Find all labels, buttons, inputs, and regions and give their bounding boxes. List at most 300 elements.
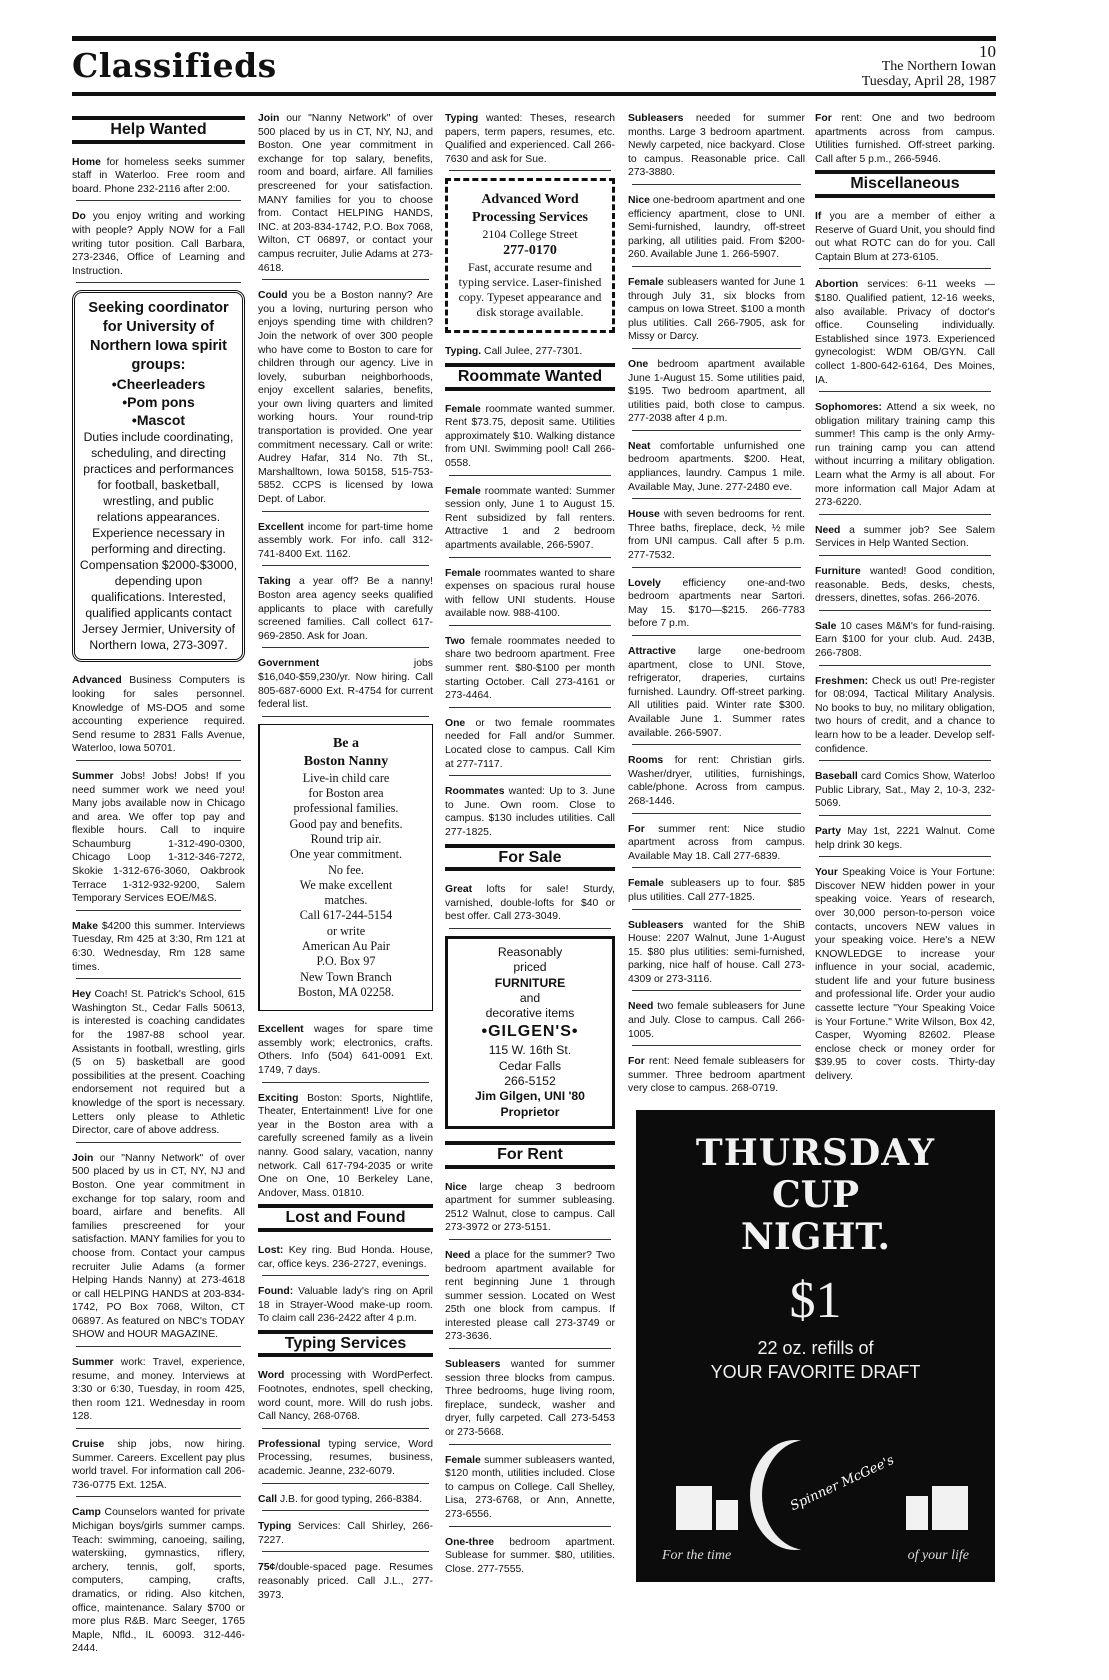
ad-divider <box>76 1428 241 1430</box>
ad-lead-word: House <box>628 509 660 521</box>
ad-text: rent: Need female subleasers for summer. Three bedroom apartment very close to campus. 268-0719. <box>628 1056 805 1095</box>
ad-text: subleasers wanted for June 1 through July 31, six blocks from campus on Iowa Street. $100 a month plus utilities. Call 266-7905, ask for Missy or Darcy. <box>628 276 805 343</box>
classified-ad <box>628 440 805 494</box>
display-ad-line: •GILGEN'S• <box>481 1023 579 1041</box>
classified-ad <box>445 1454 615 1522</box>
ad-divider <box>449 707 611 709</box>
ad-lead-word: Taking <box>258 576 291 588</box>
display-ad-line: decorative items <box>485 1006 575 1021</box>
ad-divider <box>632 813 801 815</box>
ad-text: you are a member of either a Reserve of Guard Unit, you should find out what ROTC can do for you. Call Captain Blum at 273-6105. <box>815 210 995 263</box>
ad-text: Business Computers is looking for sales personnel. Knowledge of MS-DO5 and some accounting experience required. Send resume to 2831 Falls Avenue, Waterloo, Iowa 50701. <box>72 675 245 755</box>
ad-lead-word: Typing <box>445 113 479 124</box>
classified-ad <box>628 276 805 344</box>
ad-lead-word: If <box>815 210 822 222</box>
ad-divider <box>449 475 611 477</box>
display-ad-box <box>72 290 245 662</box>
ad-text: lofts for sale! Sturdy, varnished, double-lofts for $40 or best offer. Call 273-3049. <box>445 884 615 923</box>
ad-lead-word: Freshmen: <box>815 675 869 687</box>
ad-divider <box>632 635 801 637</box>
ad-lead-word: Subleasers <box>445 1359 501 1371</box>
classified-ad <box>445 485 615 553</box>
ad-lead-word: Baseball <box>815 771 858 783</box>
ad-divider <box>819 815 991 817</box>
ad-divider <box>632 430 801 432</box>
promo-line-1: THURSDAY <box>695 1132 936 1174</box>
display-ad-line: Boston Nanny <box>303 753 389 769</box>
classified-ad <box>815 565 995 606</box>
ad-lead-word: Neat <box>628 440 651 452</box>
classified-ad <box>72 1152 245 1342</box>
ad-lead-word: Typing. <box>445 346 482 358</box>
ad-lead-word: For <box>815 113 832 124</box>
ad-divider <box>262 1510 429 1512</box>
display-ad-line: P.O. Box 97 <box>316 954 376 969</box>
classified-ad <box>72 770 245 906</box>
ad-text: comfortable unfurnished one bedroom apartments. $200. Heat, appliances, laundry. Campus 1 mile. Available May, June. 277-2480 eve. <box>628 440 805 493</box>
ad-text: a place for the summer? Two bedroom apartment available for rent beginning June 1 through summer session. Located on West 25th one block from campus. If interested please call 273-3749 or 273-3636. <box>445 1249 615 1343</box>
top-rule <box>72 36 996 41</box>
ad-divider <box>262 716 429 718</box>
classified-ad <box>258 1369 433 1423</box>
column-5 <box>815 112 995 1088</box>
ad-lead-word: Furniture <box>815 566 861 578</box>
classified-ad <box>258 1244 433 1271</box>
ad-text: you be a Boston nanny? Are you a loving, nurturing person who enjoys spending time with children? Join the network of over 300 people who have come to Boston to care for children through our agency. Live in lovely, suburban neighborhoods, enjoy excellent salaries, benefits, your own living quarters and limited working hours. Your round-trip transportation is provided. One year commitment necessary. Call or write: Audrey Hafar, 314 No. 7th St., Marshalltown, Iowa 50158, 515-753-5852. CCPS is licensed by Iowa Dept. of Labor. <box>258 290 433 506</box>
classified-ad <box>815 278 995 387</box>
column-3 <box>445 112 615 1580</box>
ad-divider <box>632 1045 801 1047</box>
ad-lead-word: Need <box>445 1249 471 1261</box>
display-ad-line: professional families. <box>293 801 399 816</box>
display-ad-line: Jim Gilgen, UNI '80 <box>475 1089 585 1104</box>
ad-text: J.B. for good typing, 266-8384. <box>277 1493 423 1505</box>
promo-tagline-left: For the time <box>662 1548 732 1563</box>
ad-text: bedroom apartment. Sublease for summer. $80, utilities. Close. 277-7555. <box>445 1536 615 1575</box>
ad-divider <box>632 184 801 186</box>
display-ad-line: One year commitment. <box>289 847 403 862</box>
ad-lead-word: Cruise <box>72 1439 105 1451</box>
ad-lead-word: Exciting <box>258 1092 299 1104</box>
ad-divider <box>449 1526 611 1528</box>
section-header: Roommate Wanted <box>445 363 615 391</box>
ad-text: summer rent: Nice studio apartment across from campus. Available May 18. Call 277-6839. <box>628 823 805 862</box>
classified-ad <box>815 210 995 264</box>
display-ad-line: Be a <box>332 735 360 751</box>
ad-divider <box>449 1239 611 1241</box>
ad-divider <box>449 1348 611 1350</box>
classified-ad <box>258 1023 433 1077</box>
thursday-cup-night-ad <box>636 1110 995 1582</box>
display-ad-line: for Boston area <box>308 786 384 801</box>
ad-text: roommate wanted summer. Rent $73.75, deposit same. Utilities approximately $10. Walking distance from UNI. Swimming pool! Call 266-0558. <box>445 403 615 469</box>
ad-text: for rent: Christian girls. Washer/dryer, utilities, furnishings, cable/phone. Across from campus. 268-1446. <box>628 755 805 807</box>
ad-divider <box>262 1275 429 1277</box>
ad-lead-word: Found: <box>258 1286 294 1298</box>
ad-lead-word: Female <box>445 567 481 579</box>
ad-divider <box>632 990 801 992</box>
column-1 <box>72 112 245 1660</box>
section-header: For Rent <box>445 1141 615 1169</box>
skyline-right-small-icon <box>906 1496 928 1530</box>
page-number: 10 <box>979 42 996 61</box>
ad-divider <box>632 909 801 911</box>
ad-text: wanted: Theses, research papers, term papers, resumes, etc. Qualified and experienced. Call 266-7630 and ask for Sue. <box>445 113 615 165</box>
ad-text: wanted for the ShiB House: 2207 Walnut, June 1-August 15. $80 plus utilities: semi-furnished, parking, nice half of house. Call 273-4309 or 273-3116. <box>628 919 805 985</box>
ad-lead-word: Professional <box>258 1438 321 1450</box>
display-ad-line: priced <box>513 960 547 975</box>
ad-text: roommate wanted: Summer session only, June 1 to August 15. Rent subsidized by fall renters. Attractive 1 and 2 bedroom apartments available, 266-5907. <box>445 485 615 551</box>
display-ad-line: •Mascot <box>131 412 186 429</box>
classified-ad <box>628 919 805 987</box>
ad-divider <box>819 514 991 516</box>
ad-lead-word: Join <box>258 113 280 124</box>
ad-divider <box>449 1444 611 1446</box>
classified-ad <box>258 1092 433 1201</box>
column-2 <box>258 112 433 1606</box>
classified-ad <box>628 645 805 740</box>
classified-ad <box>445 1249 615 1344</box>
ad-lead-word: Nice <box>445 1181 467 1193</box>
ad-text: Boston: Sports, Nightlife, Theater, Entertainment! Live for one year in the Boston area with a carefully screened family as a livein nanny. Good salary, vacation, nanny network. Call 617-794-2035 or write One on One, 10 Berkeley Lane, Andover, Mass. 01810. <box>258 1092 433 1199</box>
ad-lead-word: Female <box>445 485 481 497</box>
ad-lead-word: Female <box>628 276 664 288</box>
ad-divider <box>632 867 801 869</box>
ad-text: roommates wanted to share expenses on spacious rural house with fellow UNI students. House available now. 988-4100. <box>445 567 615 620</box>
ad-divider <box>632 348 801 350</box>
ad-lead-word: Could <box>258 290 288 302</box>
display-ad-line: Good pay and benefits. <box>289 816 403 831</box>
skyline-left-small-icon <box>716 1500 738 1530</box>
ad-lead-word: One-three <box>445 1536 495 1548</box>
ad-divider <box>449 170 611 172</box>
ad-text: bedroom apartment available June 1-August 15. Some utilities paid, $195. Two bedroom apartment, all utilities paid, both close to campus. 277-2038 after 4 p.m. <box>628 358 805 425</box>
ad-lead-word: Sophomores: <box>815 402 882 414</box>
display-ad-line: and <box>519 990 541 1005</box>
display-ad-line: 266-5152 <box>504 1074 556 1089</box>
ad-text: you enjoy writing and working with people? Apply NOW for a Fall writing tutor position. Call Barbara, 273-2346, Office of Learning and Instruction. <box>72 211 245 277</box>
ad-divider <box>262 1551 429 1553</box>
classified-ad <box>258 1561 433 1602</box>
ad-text: ship jobs, now hiring. Summer. Careers. Excellent pay plus world travel. For information call 206-736-0775 Ext. 125A. <box>72 1439 245 1491</box>
ad-divider <box>819 555 991 557</box>
classified-ad <box>445 635 615 703</box>
ad-text: large cheap 3 bedroom apartment for summer subleasing. 2512 Walnut, close to campus. Call 273-3972 or 273-5151. <box>445 1181 615 1234</box>
ad-divider <box>632 498 801 500</box>
ad-lead-word: Join <box>72 1152 94 1164</box>
ad-text: wanted: Up to 3. June to June. Own room. Close to campus. $130 includes utilities. Call 277-1825. <box>445 786 615 838</box>
ad-lead-word: Camp <box>72 1507 101 1519</box>
ad-text: two female subleasers for June and July. Close to campus. Call 266-1005. <box>628 1001 805 1040</box>
classified-ad <box>815 620 995 661</box>
ad-text: services: 6-11 weeks —$180. Qualified patient, 12-16 weeks, also available. Privacy of doctor's office. Counseling individually. Established since 1973. Experienced gynecologist: WDM OB/GYN. Call collect 1-800-642-6164, Des Moines, IA. <box>815 279 995 386</box>
ad-lead-word: Nice <box>628 194 650 206</box>
classified-ad <box>72 920 245 974</box>
classified-ad <box>815 866 995 1084</box>
spinner-mcgees-logo: Spinner McGee's <box>788 1452 897 1515</box>
promo-draft: YOUR FAVORITE DRAFT <box>710 1362 921 1382</box>
ad-divider <box>819 856 991 858</box>
promo-line-3: NIGHT. <box>740 1216 891 1258</box>
skyline-left-icon <box>676 1486 712 1530</box>
display-ad-line: Live-in child care <box>302 770 390 785</box>
ad-lead-word: Lovely <box>628 577 661 589</box>
ad-divider <box>449 625 611 627</box>
display-ad-line: Cedar Falls <box>498 1058 562 1073</box>
ad-lead-word: Female <box>445 1454 481 1466</box>
classified-ad <box>72 156 245 197</box>
ad-text: large one-bedroom apartment, close to UNI. Stove, refrigerator, draperies, curtains furnished. Laundry. Off-street parking. All utilities paid. Winter rate $300. Available June 1. Summer rates available. 266-5907. <box>628 646 805 739</box>
ad-lead-word: For <box>628 1056 645 1068</box>
ad-divider <box>449 557 611 559</box>
ad-divider <box>449 928 611 930</box>
ad-lead-word: Word <box>258 1370 285 1382</box>
display-ad-line: 2104 College Street <box>482 227 578 242</box>
display-ad-line: 115 W. 16th St. <box>488 1043 572 1058</box>
display-ad-line: No fee. <box>328 862 364 877</box>
masthead-info <box>862 44 996 89</box>
promo-refills: 22 oz. refills of <box>757 1338 874 1358</box>
ad-text: work: Travel, experience, resume, and money. Interviews at 3:30 or 6:30, Tuesday, in room 425, then room 121. Wednesday in room 128. <box>72 1357 245 1423</box>
classified-ad <box>445 883 615 924</box>
classified-ad <box>628 877 805 904</box>
ad-divider <box>449 775 611 777</box>
display-ad-line: Round trip air. <box>310 831 382 846</box>
ad-divider <box>632 567 801 569</box>
classified-ad <box>445 1358 615 1440</box>
display-ad-line: Advanced Word Processing Services <box>472 192 588 226</box>
classified-ad <box>72 1356 245 1424</box>
header-rule <box>72 92 996 96</box>
classified-ad <box>445 1536 615 1577</box>
ad-divider <box>76 1346 241 1348</box>
ad-text: Attend a six week, no obligation military training camp this summer! This camp is the only Army-run training camp you can attend without incurring a military obligation. Learn what the Army is all about. For more information call Major Adam at 273-6220. <box>815 402 995 509</box>
ad-divider <box>262 647 429 649</box>
display-ad-line: matches. <box>324 893 368 908</box>
ad-text: Call Julee, 277-7301. <box>481 346 583 358</box>
ad-divider <box>76 910 241 912</box>
ad-text: income for part-time home assembly work. For info. call 312-741-8400 Ext. 1162. <box>258 521 433 560</box>
section-header: Lost and Found <box>258 1204 433 1232</box>
ad-text: Counselors wanted for private Michigan boys/girls summer camps. Teach: swimming, canoeing, sailing, waterskiing, gymnastics, riflery, archery, tennis, golf, sports, computers, camping, crafts, dramatics, or riding. Also kitchen, office, maintenance. Salary $700 or more plus R&B. Marc Seeger, 1765 Maple, Nfld., IL 60093. 312-446-2444. <box>72 1507 245 1655</box>
classified-ad <box>815 112 995 166</box>
classified-ad <box>628 358 805 426</box>
ad-lead-word: Two <box>445 635 466 647</box>
classified-ad <box>815 524 995 551</box>
ad-divider <box>819 268 991 270</box>
ad-divider <box>76 978 241 980</box>
ad-lead-word: Government <box>258 658 320 670</box>
ad-divider <box>632 266 801 268</box>
ad-lead-word: Typing <box>258 1521 292 1533</box>
ad-text: May 1st, 2221 Walnut. Come help drink 30 kegs. <box>815 825 995 851</box>
ad-lead-word: Female <box>445 403 481 415</box>
ad-lead-word: For <box>628 823 645 835</box>
display-ad-box <box>258 724 433 1011</box>
display-ad-line: Fast, accurate resume and typing service. Laser-finished copy. Typeset appearance and disk storage available. <box>458 260 602 320</box>
display-ad-line: Call 617-244-5154 <box>299 908 393 923</box>
ad-text: efficiency one-and-two bedroom apartments near Sartori. May 15. $170—$215. 266-7783 before 7 p.m. <box>628 577 805 630</box>
classified-ad <box>815 675 995 757</box>
classified-ad <box>258 112 433 275</box>
ad-text: Valuable lady's ring on April 18 in Strayer-Wood make-up room. To claim call 236-2422 after 4 p.m. <box>258 1286 433 1325</box>
ad-text: Services: Call Shirley, 266-7227. <box>258 1521 433 1546</box>
ad-lead-word: Female <box>628 878 664 890</box>
classified-ad <box>72 674 245 756</box>
ad-divider <box>819 760 991 762</box>
classified-ad <box>445 567 615 621</box>
classified-ad <box>815 770 995 811</box>
display-ad-line: 277-0170 <box>503 243 557 259</box>
classified-ad <box>445 403 615 471</box>
ad-divider <box>819 391 991 393</box>
classified-ad <box>72 988 245 1138</box>
ad-divider <box>76 282 241 284</box>
skyline-right-icon <box>932 1486 968 1530</box>
ad-divider <box>76 1496 241 1498</box>
ad-text: wanted! Good condition, reasonable. Beds, desks, chests, dressers, dinettes, sofas. 266-2076. <box>815 566 995 605</box>
display-ad-line: New Town Branch <box>300 969 392 984</box>
classified-ad <box>628 112 805 180</box>
ad-text: Jobs! Jobs! Jobs! If you need summer work we need you! Many jobs available now in Chicago and area. We offer top pay and flexible hours. Call to inquire Schaumburg 1-312-490-0300, Chicago Loop 1-312-346-7272, Skokie 1-312-676-3060, Oakbrook Terrace 1-312-932-9200, Salem Temporary Services EOE/M&S. <box>72 770 245 905</box>
classified-ad <box>258 521 433 562</box>
display-ad-line: American Au Pair <box>302 939 390 954</box>
ad-text: wanted for summer session three blocks from campus. Three bedrooms, huge living room, fireplace, sundeck, washer and dryer, fully carpeted. Call 273-5453 or 273-5668. <box>445 1359 615 1439</box>
ad-lead-word: 75¢ <box>258 1562 276 1574</box>
display-ad-line: or write <box>326 923 366 938</box>
display-ad-box <box>445 178 615 333</box>
promo-line-2: CUP <box>771 1174 860 1216</box>
ad-lead-word: One <box>628 358 649 370</box>
ad-divider <box>262 565 429 567</box>
section-header: For Sale <box>445 844 615 872</box>
ad-text: our "Nanny Network" of over 500 placed by us in CT, NY, NJ and Boston. One year commitment in exchange for top salary, room and board, airfare and benefits. All families prescreened for your satisfaction. MANY families for you to choose from. Contact your campus recruiter Julie Adams (a former Helping Hands Nanny) at 273-4618 or call HELPING HANDS at 203-834-1742, PO Box 7068, Wilton, CT 06897. As featured on NBC's TODAY SHOW and HOUR MAGAZINE. <box>72 1152 245 1341</box>
ad-text: needed for summer months. Large 3 bedroom apartment. Newly carpeted, nice backyard. Close to campus. Reasonable price. Call 273-3880. <box>628 113 805 179</box>
display-ad-line: Duties include coordinating, scheduling, and directing practices and performances for football, basketball, wrestling, and public relations appearances. Experience necessary in performing and directing. Compensation $2000-$3000, depending upon qualifications. Interested, qualified applicants contact Jersey Jermier, University of Northern Iowa, 273-3097. <box>79 430 238 653</box>
ad-lead-word: Hey <box>72 989 92 1001</box>
classified-ad <box>628 823 805 864</box>
ad-text: processing with WordPerfect. Footnotes, endnotes, spell checking, word count, more. Will do rush jobs. Call Nancy, 268-0768. <box>258 1370 433 1423</box>
ad-divider <box>262 511 429 513</box>
classified-ad <box>258 289 433 507</box>
classified-ad <box>72 1506 245 1656</box>
section-header: Typing Services <box>258 1330 433 1358</box>
ad-text: or two female roommates needed for Fall and/or Summer. Located close to campus. Call Kim at 277-7117. <box>445 717 615 770</box>
ad-text: typing service, Word Processing, resumes, business, academic. Jeanne, 232-6079. <box>258 1438 433 1478</box>
ad-text: subleasers up to four. $85 plus utilities. Call 277-1825. <box>628 878 805 903</box>
ad-lead-word: Roommates <box>445 786 505 798</box>
ad-text: Check us out! Pre-register for 08:094, Tactical Military Analysis. No books to buy, no military obligation, two hours of credit, and a chance to learn how to be a leader. Develop self-confidence. <box>815 675 995 755</box>
ad-divider <box>262 1483 429 1485</box>
ad-divider <box>262 1428 429 1430</box>
display-ad-line: •Pom pons <box>122 394 195 411</box>
section-header: Miscellaneous <box>815 170 995 198</box>
ad-text: 10 cases M&M's for fund-raising. Earn $100 for your club. Aud. 243B, 266-7808. <box>815 620 995 659</box>
ad-divider <box>76 200 241 202</box>
ad-lead-word: Abortion <box>815 279 859 291</box>
ad-lead-word: Sale <box>815 620 837 632</box>
display-ad-line: Proprietor <box>500 1104 560 1119</box>
ad-text: jobs $16,040-$59,230/yr. Now hiring. Call 805-687-6000 Ext. R-4754 for current federal list. <box>258 658 433 711</box>
classified-ad <box>815 401 995 510</box>
classified-ad <box>628 1000 805 1041</box>
ad-divider <box>819 665 991 667</box>
ad-lead-word: Summer <box>72 770 114 782</box>
ad-lead-word: Excellent <box>258 1024 304 1036</box>
ad-lead-word: Party <box>815 825 841 837</box>
classified-ad <box>258 1520 433 1547</box>
classified-ad <box>815 825 995 852</box>
promo-price: $1 <box>789 1272 842 1329</box>
classified-ad <box>445 345 615 359</box>
classified-ad <box>628 194 805 262</box>
classified-ad <box>445 717 615 771</box>
display-ad-line: FURNITURE <box>494 975 566 990</box>
ad-lead-word: Subleasers <box>628 919 684 931</box>
ad-text: Coach! St. Patrick's School, 615 Washington St., Cedar Falls 50613, is interested is coaching candidates for the 1987-88 school year. Assistants in football, wrestling, girls (5 on 5) basketball are good possibilities at the present. Coaching endorsement not required but a knowledge of the sport is necessary. Letters only please to Athletic Director, care of above address. <box>72 989 245 1137</box>
display-ad-line: We make excellent <box>299 877 393 892</box>
classified-ad <box>258 1438 433 1479</box>
classified-ad <box>445 1181 615 1235</box>
ad-lead-word: Your <box>815 867 838 879</box>
ad-lead-word: Need <box>815 524 841 536</box>
classified-ad <box>258 1285 433 1326</box>
classified-ad <box>628 1055 805 1096</box>
ad-lead-word: One <box>445 717 466 729</box>
ad-text: /double-spaced page. Resumes reasonably priced. Call J.L., 277-3973. <box>258 1562 433 1601</box>
ad-lead-word: Need <box>628 1001 654 1013</box>
ad-text: wages for spare time assembly work; electronics, crafts. Others. Info (504) 641-0091 Ext. 1749, 7 days. <box>258 1024 433 1076</box>
ad-text: summer subleasers wanted, $120 month, utilities included. Close to campus on College. Call Shelley, Lisa, 273-6768, or Ann, Annette, 273-6556. <box>445 1454 615 1520</box>
display-ad-line: Boston, MA 02258. <box>297 984 395 999</box>
ad-lead-word: Summer <box>72 1357 114 1369</box>
ad-text: with seven bedrooms for rent. Three baths, fireplace, deck, ½ mile from UNI campus. Call after 5 p.m. 277-7532. <box>628 509 805 562</box>
issue-date: Tuesday, April 28, 1987 <box>861 74 996 89</box>
ad-text: Speaking Voice is Your Fortune: Discover NEW hidden power in your speaking voice. Years of research, over 30,000 person-to-person voice contacts, uncovers NEW values in your speaking voice. Here's a NEW KNOWLEDGE to increase your influence in your social, academic, student life and your future business and professional life. Order your audio cassette lecture "Your Speaking Voice is Your Fortune." Write Wilson, Box 42, Casper, Wyoming 82602. Please enclose check or money order for $39.95 to cover costs. Thirty-day delivery. <box>815 867 995 1083</box>
column-4 <box>628 112 805 1100</box>
ad-text: Key ring. Bud Honda. House, car, office keys. 236-2727, evenings. <box>258 1244 433 1270</box>
ad-text: our "Nanny Network" of over 500 placed by us in CT, NY, NJ, and Boston. One year commitment in exchange for top salary, benefits, room and board, airfare. All families prescreened for your satisfaction. MANY families for you to choose from. Contact HELPING HANDS, INC. at 203-834-1742, P.O. Box 7068, Wilton, CT 06897, or contact your campus recruiter, Julie Adams at 273-4618. <box>258 113 433 274</box>
ad-lead-word: Home <box>72 156 101 168</box>
ad-divider <box>262 1082 429 1084</box>
ad-lead-word: Rooms <box>628 755 664 767</box>
ad-lead-word: Call <box>258 1493 278 1505</box>
ad-text: a summer job? See Salem Services in Help Wanted Section. <box>815 524 995 550</box>
ad-lead-word: Subleasers <box>628 113 684 124</box>
ad-text: card Comics Show, Waterloo Public Library, Sat., May 2, 10-3, 232-5069. <box>815 771 995 810</box>
ad-lead-word: Attractive <box>628 646 676 657</box>
classified-ad <box>72 1438 245 1492</box>
display-ad-line: Seeking coordinator for University of Northern Iowa spirit groups: <box>88 300 229 374</box>
ad-lead-word: Lost: <box>258 1244 284 1256</box>
ad-lead-word: Great <box>445 884 473 896</box>
ad-lead-word: Excellent <box>258 521 304 533</box>
ad-lead-word: Make <box>72 920 98 932</box>
classified-ad <box>628 508 805 562</box>
classified-ad <box>628 754 805 808</box>
display-ad-line: •Cheerleaders <box>111 376 206 393</box>
ad-divider <box>819 610 991 612</box>
ad-text: one-bedroom apartment and one efficiency apartment, close to UNI. Semi-furnished, laundry, off-street parking, all utilities paid. From $200-260. Available June 1. 266-5907. <box>628 194 805 261</box>
classified-ad <box>445 785 615 839</box>
ad-text: female roommates needed to share two bedroom apartment. Free summer rent. $80-$100 per month starting October. Call 273-4161 or 273-4464. <box>445 635 615 702</box>
ad-divider <box>76 1142 241 1144</box>
promo-tagline-right: of your life <box>907 1548 969 1563</box>
ad-text: a year off? Be a nanny! Boston area agency seeks qualified applicants to place with carefully screened families. Call collect 617-969-2850. Ask for Joan. <box>258 576 433 642</box>
classified-ad <box>628 577 805 631</box>
ad-divider <box>632 744 801 746</box>
page-title: Classifieds <box>72 46 277 85</box>
